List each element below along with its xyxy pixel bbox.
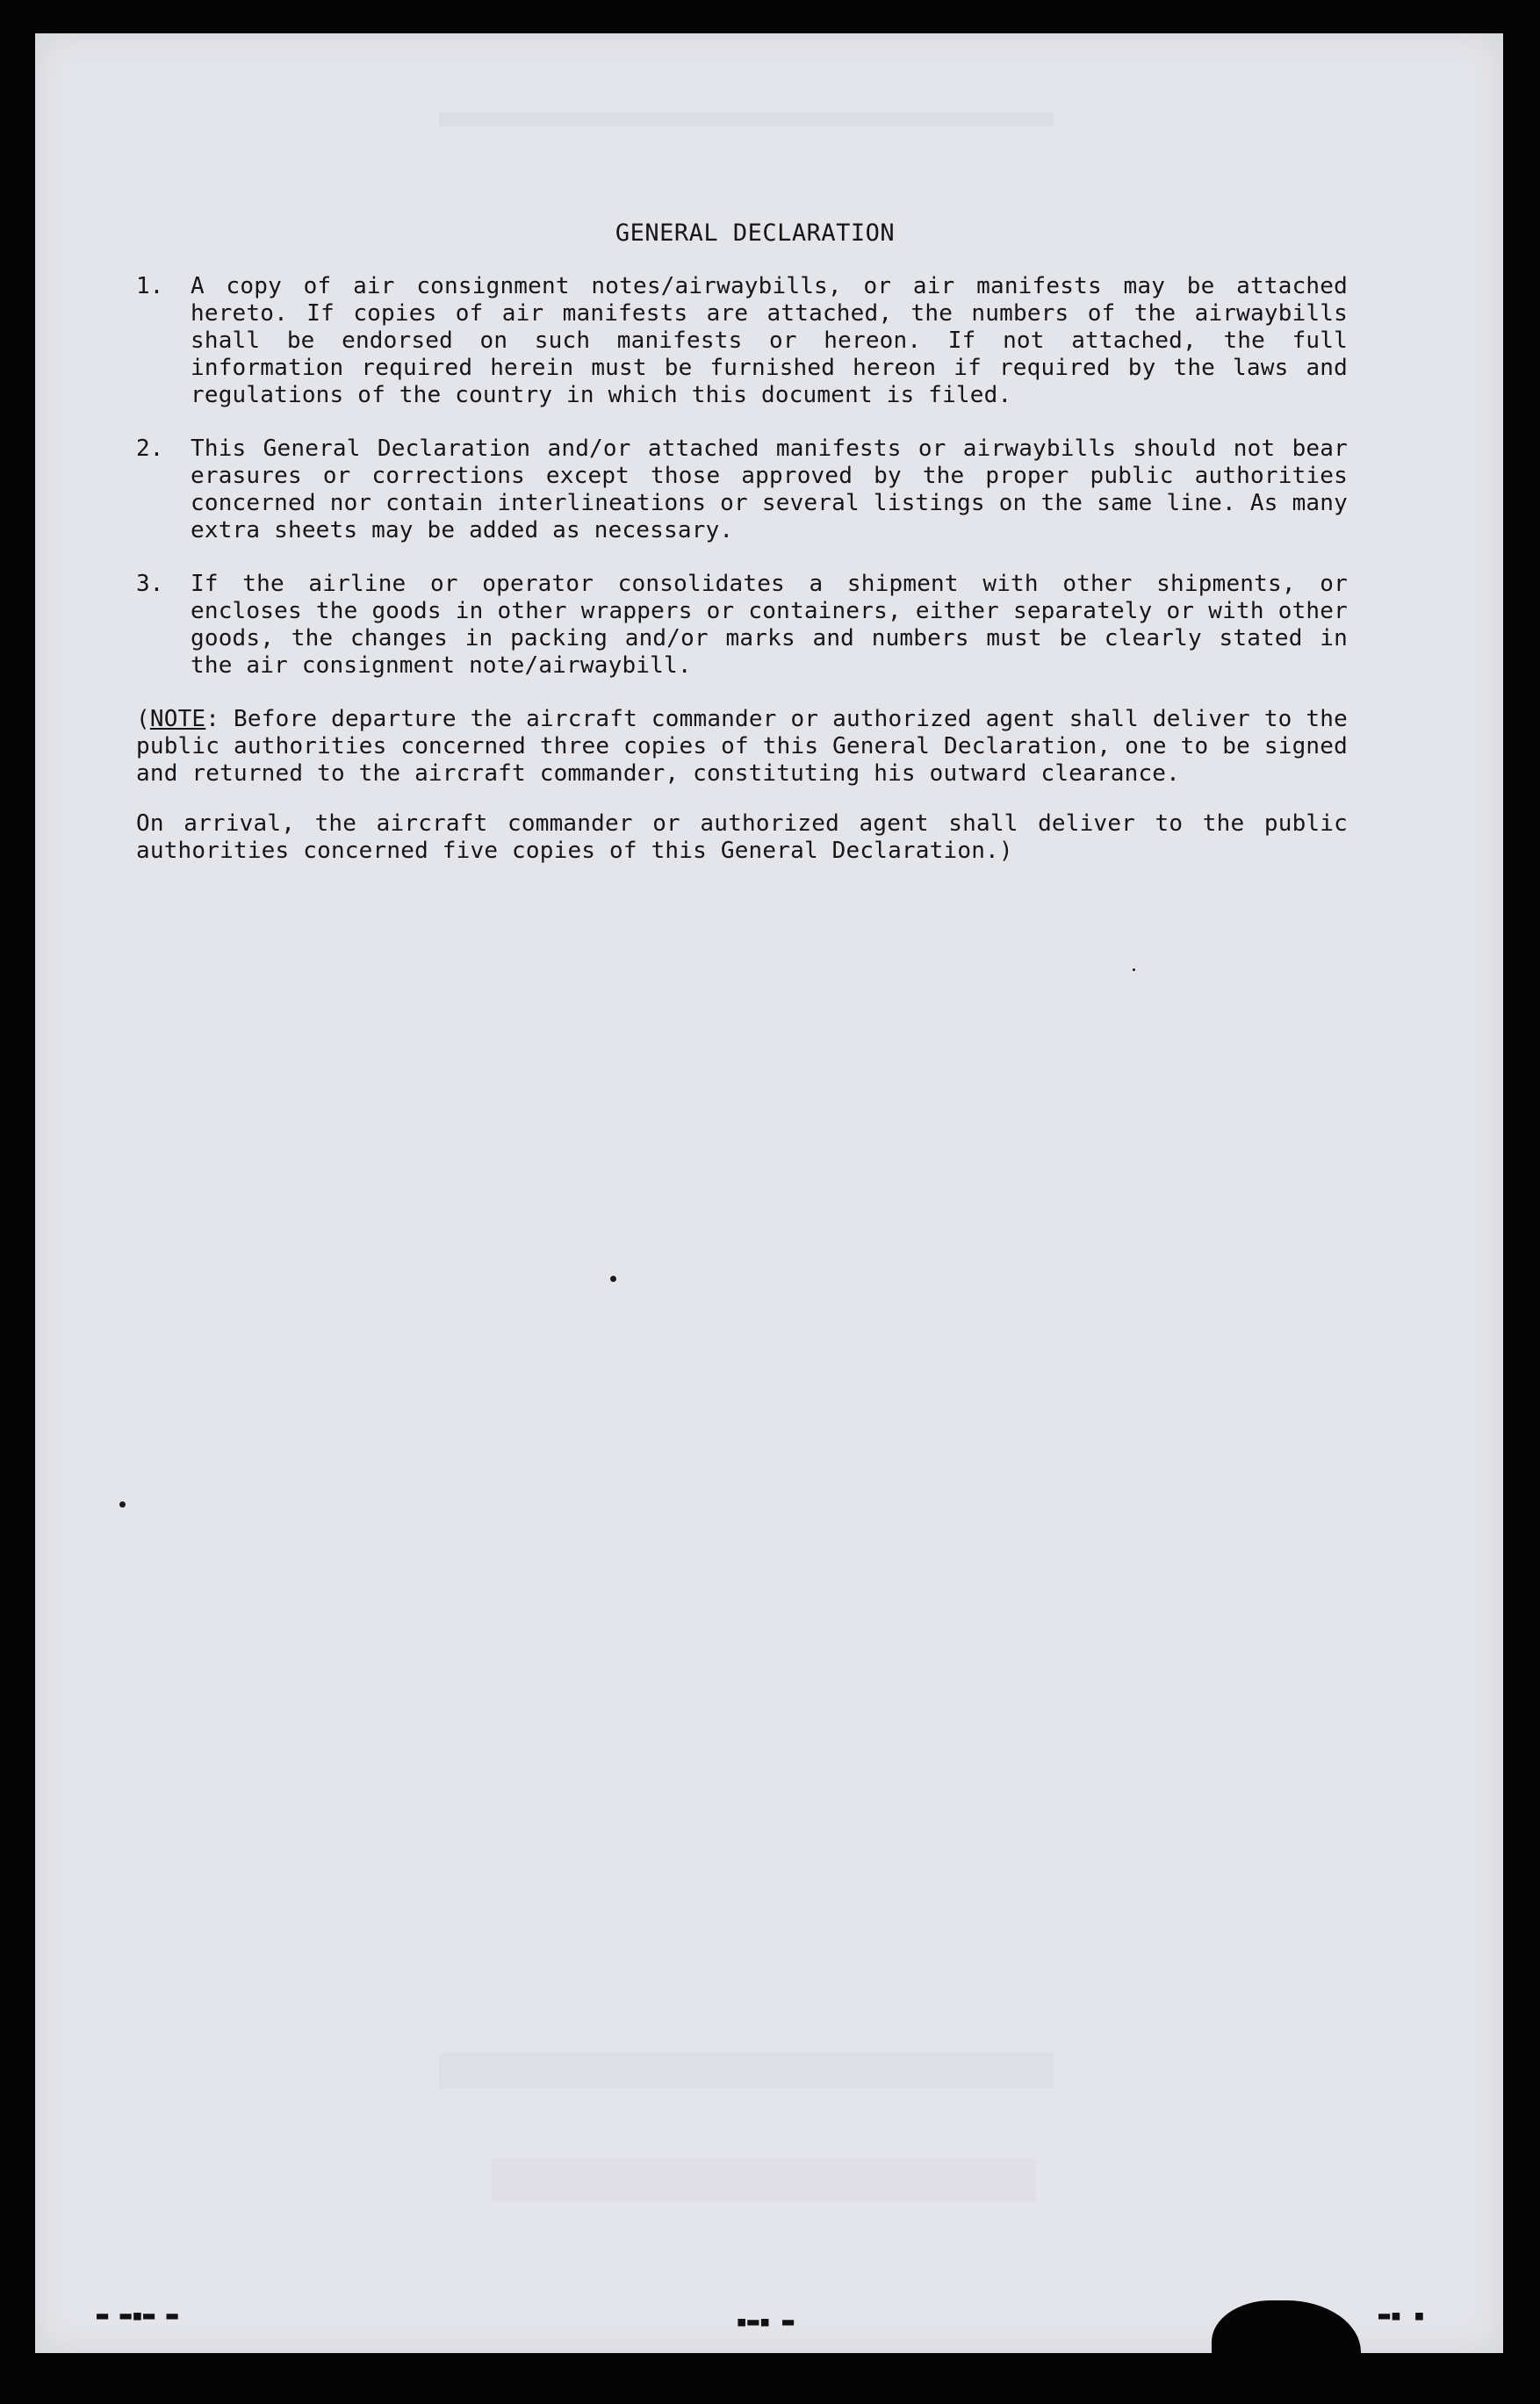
bleed-through-mark [492, 2158, 1036, 2202]
note-label: NOTE [149, 706, 206, 732]
paper-tear [1212, 2300, 1361, 2404]
note-text: Before departure the aircraft commander or authorized agent shall deliver to the public authorities concerned three copies of this General Declaration, one to be signed and returned to the aircraft commander, constituting his outward clearance. [136, 706, 1348, 787]
item-text: This General Declaration and/or attached manifests or airwaybills should not bear erasures or corrections except those approved by the proper public authorities concerned nor contain interlineations or several listings on the same line. As many extra sheets may be added as necessary. [191, 435, 1348, 543]
declaration-item-2 [136, 435, 1348, 544]
declaration-item-1 [136, 273, 1348, 409]
scan-edge-mark: ▬▪ ▪ [1378, 2305, 1425, 2327]
item-number: 1. [136, 273, 164, 299]
note-open-paren: ( [136, 706, 150, 732]
ink-speck [610, 1276, 616, 1282]
arrival-note: On arrival, the aircraft commander or authorized agent shall deliver to the public authorities concerned five copies of this General Declaration.) [136, 810, 1348, 864]
ink-speck [1133, 968, 1135, 971]
item-text: If the airline or operator consolidates a shipment with other shipments, or encloses the goods in other wrappers or containers, either separately or with other goods, the changes in packing and/or marks and numbers must be clearly stated in the air consignment note/airwaybill. [191, 571, 1348, 679]
bleed-through-mark [439, 2053, 1054, 2088]
bleed-through-mark [439, 112, 1054, 126]
document-content [136, 220, 1348, 865]
item-number: 3. [136, 571, 164, 597]
departure-note [136, 706, 1348, 788]
declaration-item-3 [136, 571, 1348, 680]
scan-edge-mark: ▪▬▪ ▬ [736, 2311, 795, 2333]
page-title: GENERAL DECLARATION [615, 220, 896, 247]
note-colon: : [205, 706, 220, 732]
scan-edge-mark: ▬ ▬▪▬ ▬ [97, 2305, 178, 2327]
item-number: 2. [136, 435, 164, 462]
ink-speck [119, 1501, 126, 1508]
item-text: A copy of air consignment notes/airwaybills, or air manifests may be attached hereto. If copies of air manifests are attached, the numbers of the airwaybills shall be endorsed on such manifests or hereon. If not attached, the full information required herein must be furnished hereon if required by the laws and regulations of the country in which this document is filed. [191, 273, 1348, 408]
